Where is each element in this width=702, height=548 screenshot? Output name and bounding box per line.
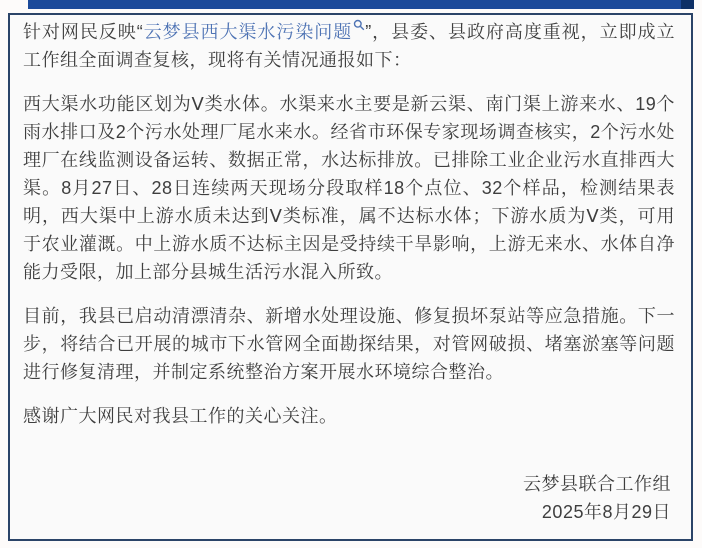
notice-paragraph-measures: 目前，我县已启动清漂清杂、新增水处理设施、修复损坏泵站等应急措施。下一步，将结合已开展的城市下水管网全面勘探结果，对管网破损、堵塞淤塞等问题进行修复清理，并制定系统整治方案开展水环境综合整治。 xyxy=(23,306,675,382)
intro-prefix: 针对网民反映“ xyxy=(23,22,144,42)
signature-org: 云梦县联合工作组 xyxy=(523,474,671,494)
notice-paragraph-findings: 西大渠水功能区划为Ⅴ类水体。水渠来水主要是新云渠、南门渠上游来水、19个雨水排口及2个污水处理厂尾水来水。经省市环保专家现场调查核实，2个污水处理厂在线监测设备运转、数据正常，水达标排放。已排除工业企业污水直排西大渠。8月27日、28日连续两天现场分段取样18个点位、32个样品，检测结果表明，西大渠中上游水质未达到Ⅴ类标准，属不达标水体；下游水质为Ⅴ类，可用于农业灌溉。中上游水质不达标主因是受持续干旱影响，上游无来水、水体自净能力受限，加上部分县城生活污水混入所致。 xyxy=(23,94,675,282)
topic-search-link[interactable] xyxy=(143,22,365,42)
notice-paragraph-thanks: 感谢广大网民对我县工作的关心关注。 xyxy=(23,406,338,426)
notice-paragraph-intro xyxy=(23,18,675,74)
notice-card xyxy=(8,13,693,541)
top-accent-bar xyxy=(28,0,694,9)
signature-block xyxy=(23,470,675,526)
signature-date: 2025年8月29日 xyxy=(541,502,671,522)
search-icon xyxy=(353,19,365,31)
topic-link-text: 云梦县西大渠水污染问题 xyxy=(143,22,353,42)
intro-suffix: ”，县委、县政府高度重视，立即成立工作组全面调查复核，现将有关情况通报如下： xyxy=(23,22,676,70)
top-accent-bar-end xyxy=(681,0,694,9)
